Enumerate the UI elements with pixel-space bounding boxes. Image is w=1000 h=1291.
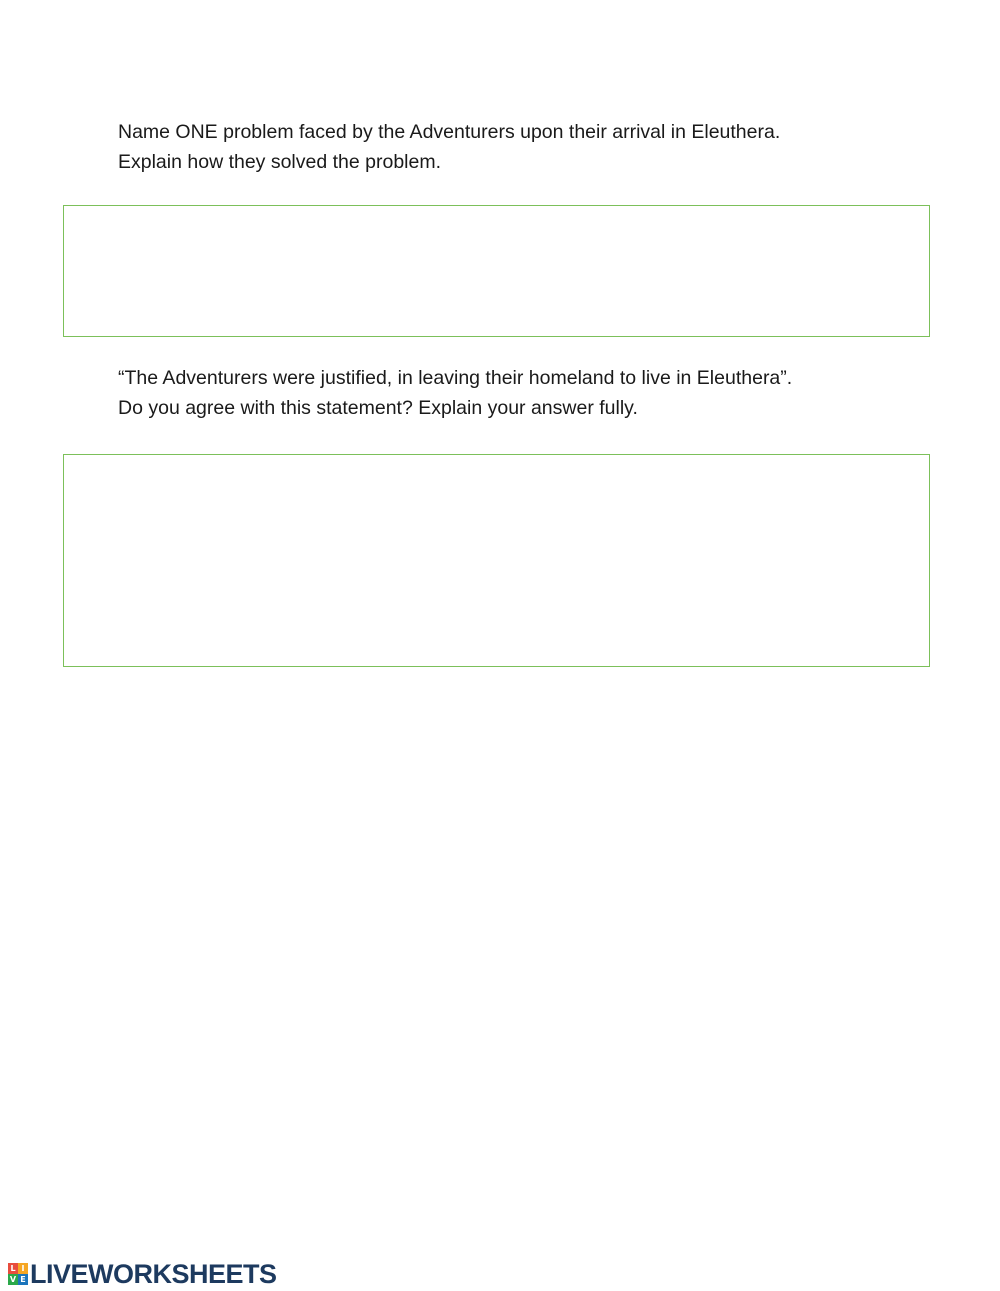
- logo-mark-letter: L: [8, 1263, 18, 1274]
- answer-box-1[interactable]: [63, 205, 930, 337]
- question-2-prompt: [118, 363, 918, 423]
- question-2-line-2: Do you agree with this statement? Explain your answer fully.: [118, 397, 638, 419]
- question-1-line-1: Name ONE problem faced by the Adventurers upon their arrival in Eleuthera.: [118, 121, 781, 143]
- question-1-prompt: [118, 117, 918, 177]
- logo-mark-letter: I: [18, 1263, 28, 1274]
- question-1-line-2: Explain how they solved the problem.: [118, 151, 442, 173]
- logo-mark-letter: V: [9, 1274, 17, 1284]
- logo-mark-letter: E: [18, 1274, 28, 1285]
- question-2-line-1: “The Adventurers were justified, in leaving their homeland to live in Eleuthera”.: [118, 367, 793, 389]
- liveworksheets-logo-icon: [8, 1263, 28, 1285]
- liveworksheets-logo: [8, 1260, 277, 1288]
- logo-wordmark: LIVEWORKSHEETS: [30, 1259, 277, 1289]
- answer-box-2[interactable]: [63, 454, 930, 667]
